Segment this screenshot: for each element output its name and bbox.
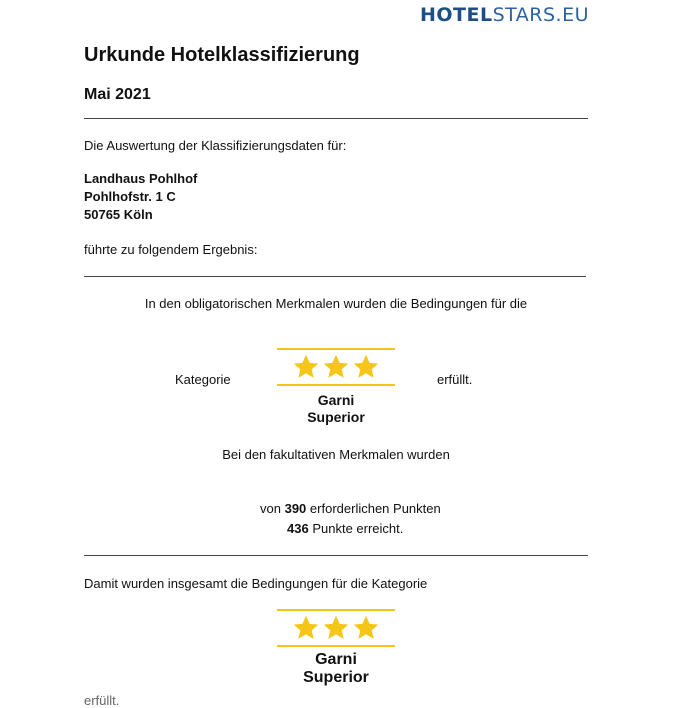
divider <box>84 118 588 119</box>
points-achieved-suffix: Punkte erreicht. <box>312 521 404 536</box>
divider <box>84 276 586 277</box>
divider <box>84 555 588 556</box>
star-icon <box>321 614 351 642</box>
category-name-line1: Garni <box>317 392 355 408</box>
points-achieved-value: 436 <box>287 521 309 536</box>
category-name <box>277 392 395 426</box>
star-icon <box>291 614 321 642</box>
document-date: Mai 2021 <box>84 86 151 103</box>
final-category-name-line2: Superior <box>303 669 369 686</box>
star-icon <box>321 353 351 381</box>
final-category-name <box>277 651 395 687</box>
category-stars <box>277 348 395 386</box>
category-name-line2: Superior <box>307 409 365 425</box>
mandatory-text: In den obligatorischen Merkmalen wurden die Bedingungen für die <box>144 296 528 311</box>
points-required-suffix: erforderlichen Punkten <box>309 501 441 516</box>
star-icon <box>351 614 381 642</box>
hotelstars-logo <box>420 4 589 26</box>
optional-text: Bei den fakultativen Merkmalen wurden <box>222 447 450 462</box>
hotel-city: 50765 Köln <box>84 207 153 222</box>
result-intro: führte zu folgendem Ergebnis: <box>84 242 258 257</box>
summary-text: Damit wurden insgesamt die Bedingungen für die Kategorie <box>84 576 428 591</box>
intro-text: Die Auswertung der Klassifizierungsdaten für: <box>84 138 347 153</box>
points-prefix: von <box>260 501 281 516</box>
final-category-name-line1: Garni <box>315 651 357 668</box>
hotel-address <box>84 170 197 224</box>
points-required-value: 390 <box>284 501 307 516</box>
final-fulfilled-partial: erfüllt. <box>84 693 120 708</box>
points-achieved <box>287 521 403 536</box>
document-title: Urkunde Hotelklassifizierung <box>84 44 360 66</box>
star-icon <box>351 353 381 381</box>
category-fulfilled: erfüllt. <box>437 372 473 387</box>
category-label: Kategorie <box>175 372 231 387</box>
logo-part-hotel: HOTEL <box>419 4 493 26</box>
points-required <box>260 501 441 516</box>
hotel-street: Pohlhofstr. 1 C <box>84 189 176 204</box>
hotel-name: Landhaus Pohlhof <box>84 171 198 186</box>
star-icon <box>291 353 321 381</box>
final-category-stars <box>277 609 395 647</box>
logo-part-stars: STARS.EU <box>492 4 589 26</box>
